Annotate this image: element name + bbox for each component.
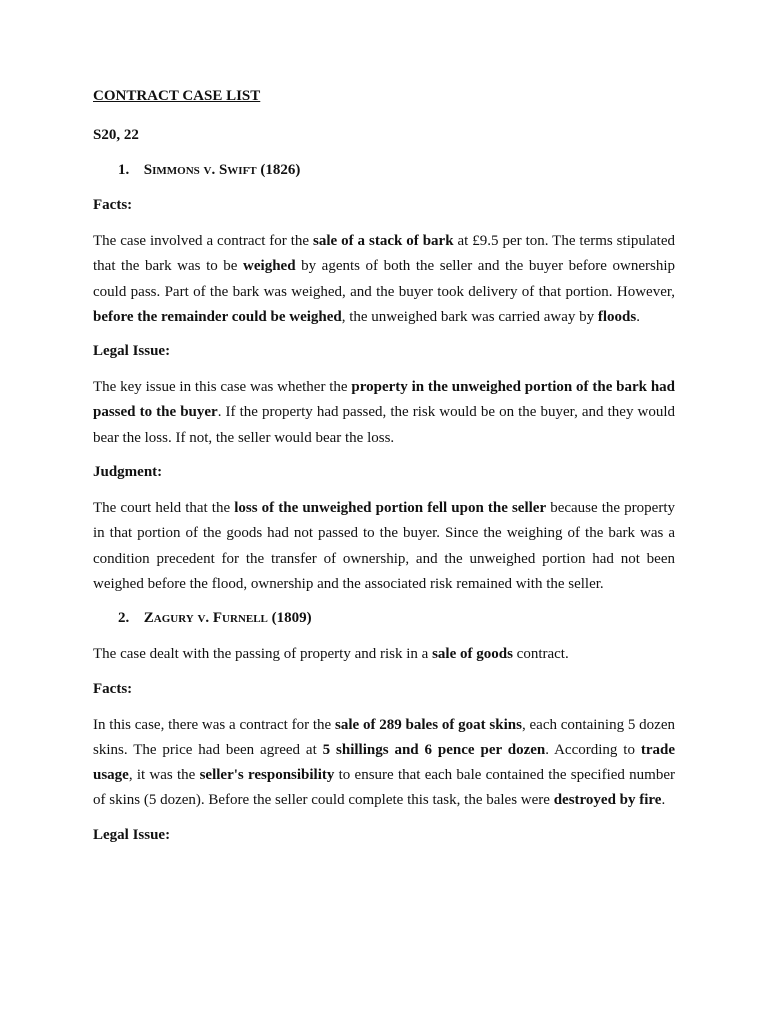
text-run: at £9.5 per ton. The terms stipulated that the bark was to be: [93, 233, 676, 275]
text-run: contract.: [512, 646, 569, 663]
text-run: In this case, there was a contract for the: [93, 716, 335, 733]
text-run: to ensure that each bale contained the specified number of skins (5 dozen). Before the seller could complete this task, the bales were: [93, 767, 675, 809]
document-title: CONTRACT CASE LIST: [93, 88, 261, 104]
text-run: , the unweighed bark was carried away by: [341, 308, 598, 325]
bold-text-run: sale of a stack of bark: [313, 233, 454, 249]
text-run: The court held that the: [93, 500, 235, 517]
bold-text-run: seller's responsibility: [199, 767, 335, 784]
text-run: .: [636, 308, 640, 325]
case-1-facts-paragraph: [93, 229, 675, 330]
case-2-issue-heading: Legal Issue:: [93, 826, 171, 843]
case-2-intro-paragraph: [93, 642, 675, 667]
case-1-judgment-heading: Judgment:: [93, 464, 163, 481]
bold-text-run: trade usage: [93, 741, 675, 784]
case-1-number: 1.: [118, 162, 130, 178]
document-page: [93, 85, 675, 859]
section-reference: S20, 22: [93, 127, 139, 143]
text-run: because the property in that portion of the goods had not passed to the buyer. Since the weighing of the bark was a condition precedent for the transfer of ownership, and the unweighed portion had not been weighed before the flood, ownership and the associated risk remained with the seller.: [93, 500, 675, 592]
case-1-issue-heading: Legal Issue:: [93, 343, 171, 360]
case-2-heading: [93, 607, 675, 629]
text-run: The case dealt with the passing of property and risk in a: [93, 646, 433, 663]
case-2-facts-paragraph: [93, 713, 675, 814]
text-run: The case involved a contract for the: [93, 233, 314, 249]
case-1-facts-heading: Facts:: [93, 197, 133, 213]
bold-text-run: property in the unweighed portion of the bark had passed to the buyer: [93, 379, 675, 421]
case-1-issue-paragraph: [93, 375, 675, 451]
text-run: by agents of both the seller and the buyer before ownership could pass. Part of the bark was weighed, and the buyer took delivery of that portion. However,: [93, 258, 675, 300]
bold-text-run: loss of the unweighed portion fell upon the seller: [234, 500, 547, 517]
text-run: , each containing 5 dozen skins. The price had been agreed at: [93, 716, 675, 758]
case-1-judgment-paragraph: [93, 496, 675, 597]
text-run: . According to: [545, 741, 641, 758]
bold-text-run: sale of goods: [432, 646, 513, 663]
case-2-facts-heading: Facts:: [93, 680, 133, 697]
bold-text-run: weighed: [243, 258, 296, 275]
text-run: .: [661, 792, 666, 809]
case-2-number: 2.: [118, 610, 130, 627]
bold-text-run: destroyed by fire: [553, 792, 662, 809]
text-run: The key issue in this case was whether the: [93, 379, 352, 396]
case-1-name: Simmons v. Swift (1826): [143, 162, 301, 178]
case-1-heading: [93, 159, 675, 181]
bold-text-run: before the remainder could be weighed: [93, 308, 342, 325]
text-run: . If the property had passed, the risk would be on the buyer, and they would bear the loss. If not, the seller would bear the loss.: [93, 404, 675, 446]
text-run: , it was the: [128, 767, 200, 784]
bold-text-run: 5 shillings and 6 pence per dozen: [322, 741, 546, 758]
bold-text-run: sale of 289 bales of goat skins: [334, 716, 522, 733]
case-2-name: Zagury v. Furnell (1809): [143, 610, 312, 627]
bold-text-run: floods: [597, 308, 637, 325]
